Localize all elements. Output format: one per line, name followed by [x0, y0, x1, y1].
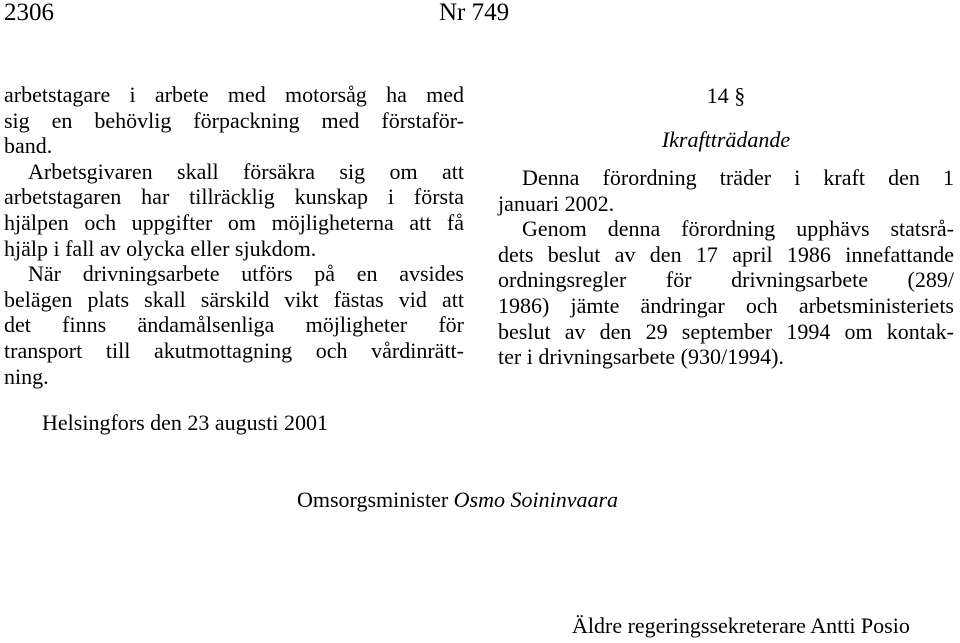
- text-line: När drivningsarbete utförs på en avsides: [28, 261, 464, 287]
- text-line: sig en behövlig förpackning med förstaför-: [4, 107, 464, 133]
- section-number: 14 §: [706, 83, 746, 108]
- text-line: arbetstagaren har tillräcklig kunskap i första: [4, 184, 464, 210]
- text-line: det finns ändamålsenliga möjligheter för: [4, 312, 464, 338]
- text-line: dets beslut av den 17 april 1986 innefattande: [498, 241, 954, 267]
- text-line: ter i drivningsarbete (930/1994).: [498, 344, 784, 370]
- text-line: arbetstagare i arbete med motorsåg ha med: [4, 82, 464, 107]
- issue-number: Nr 749: [439, 0, 510, 26]
- text-line: ning.: [4, 363, 49, 389]
- page-number: 2306: [4, 0, 54, 26]
- text-line: hjälpen och uppgifter om möjligheterna att få: [4, 209, 464, 235]
- left-column: [4, 82, 464, 389]
- place-date: Helsingfors den 23 augusti 2001: [42, 410, 328, 435]
- text-line: Genom denna förordning upphävs statsrå-: [522, 216, 954, 242]
- text-line: hjälp i fall av olycka eller sjukdom.: [4, 235, 317, 261]
- secretary-signature: Äldre regeringssekreterare Antti Posio: [572, 613, 910, 638]
- text-line: beslut av den 29 september 1994 om kontak-: [498, 318, 954, 344]
- text-line: band.: [4, 133, 53, 159]
- text-line: 1986) jämte ändringar och arbetsministeriets: [498, 292, 954, 318]
- text-line: transport till akutmottagning och vårdinrätt-: [4, 337, 464, 363]
- text-line: ordningsregler för drivningsarbete (289/: [498, 267, 954, 293]
- minister-signature: [297, 486, 618, 514]
- right-column: [498, 82, 954, 370]
- text-line: belägen plats skall särskild vikt fästas vid att: [4, 286, 464, 312]
- text-line: Arbetsgivaren skall försäkra sig om att: [28, 158, 464, 184]
- section-heading: Ikraftträdande: [661, 127, 791, 152]
- text-line: Denna förordning träder i kraft den 1: [522, 165, 954, 190]
- minister-title: Omsorgsminister: [297, 487, 449, 512]
- minister-name: Osmo Soininvaara: [453, 487, 619, 512]
- text-line: januari 2002.: [498, 190, 615, 216]
